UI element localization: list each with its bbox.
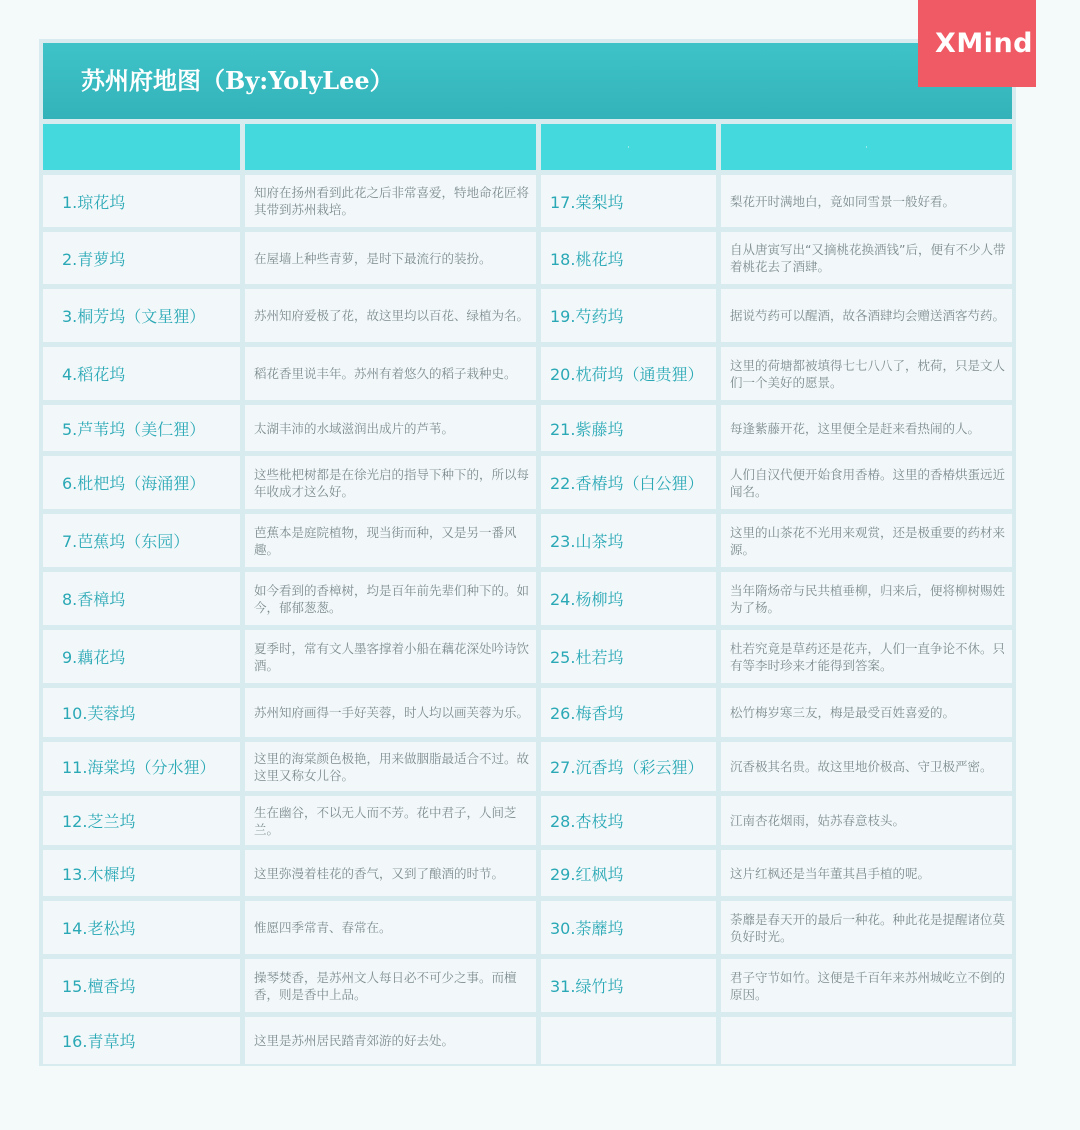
- place-description: 惟愿四季常青、春常在。: [254, 920, 392, 935]
- table-cell: [43, 175, 240, 227]
- table-cell: [245, 289, 536, 342]
- table-cell: [245, 456, 536, 509]
- place-name: 29.红枫坞: [550, 864, 624, 884]
- place-name: 17.棠梨坞: [550, 192, 624, 212]
- place-name: 4.稻花坞: [62, 365, 126, 384]
- place-name: 14.老松坞: [62, 919, 136, 938]
- place-name: 28.杏枝坞: [550, 812, 624, 831]
- place-description: 这里弥漫着桂花的香气，又到了酿酒的时节。: [254, 865, 505, 881]
- table-row: [43, 796, 1012, 845]
- place-name: 13.木樨坞: [62, 864, 136, 884]
- table-cell: [43, 572, 240, 625]
- place-name: 16.青草坞: [62, 1032, 136, 1051]
- table-cell: [721, 1017, 1012, 1064]
- table-body: [43, 124, 1012, 1069]
- place-name: 24.杨柳坞: [550, 590, 624, 609]
- place-name: 10.芙蓉坞: [62, 704, 136, 723]
- place-description: 如今看到的香樟树，均是百年前先辈们种下的。如今，郁郁葱葱。: [254, 582, 530, 615]
- table-cell: [245, 405, 536, 451]
- table-row: [43, 289, 1012, 342]
- table-cell: [721, 959, 1012, 1012]
- map-table: [39, 39, 1016, 1066]
- place-description: 苏州知府爱极了花，故这里均以百花、绿植为名。: [254, 308, 530, 323]
- table-cell: [245, 514, 536, 567]
- table-cell: [245, 232, 536, 284]
- table-cell: [43, 232, 240, 284]
- table-cell: [721, 796, 1012, 845]
- table-cell: [245, 796, 536, 845]
- table-cell: [245, 742, 536, 791]
- place-description: 荼蘼是春天开的最后一种花。种此花是提醒诸位莫负好时光。: [730, 911, 1006, 944]
- table-cell: [721, 630, 1012, 683]
- table-cell: [43, 688, 240, 737]
- table-row: [43, 175, 1012, 227]
- table-cell: [721, 405, 1012, 451]
- place-name: 22.香椿坞（白公狸）: [550, 474, 704, 493]
- table-cell: [43, 347, 240, 400]
- table-cell: [245, 175, 536, 227]
- table-cell: [721, 514, 1012, 567]
- place-description: 自从唐寅写出“又摘桃花换酒钱”后，便有不少人带着桃花去了酒肆。: [730, 242, 1006, 274]
- place-name: 5.芦苇坞（美仁狸）: [62, 419, 206, 439]
- table-cell: [541, 688, 716, 737]
- header-cell: [43, 124, 240, 170]
- table-cell: [721, 901, 1012, 954]
- place-description: 这里是苏州居民踏青郊游的好去处。: [254, 1033, 455, 1048]
- table-cell: [245, 630, 536, 683]
- table-cell: [721, 175, 1012, 227]
- page-title: 苏州府地图（By:YolyLee）: [81, 66, 394, 95]
- table-row: [43, 514, 1012, 567]
- place-description: 夏季时，常有文人墨客撑着小船在藕花深处吟诗饮酒。: [254, 640, 530, 673]
- place-name: 23.山茶坞: [550, 532, 624, 551]
- table-row: [43, 572, 1012, 625]
- place-name: 20.枕荷坞（通贵狸）: [550, 365, 704, 384]
- table-cell: [245, 688, 536, 737]
- place-description: 这里的荷塘都被填得七七八八了，枕荷，只是文人们一个美好的愿景。: [730, 357, 1006, 390]
- place-description: 据说芍药可以醒酒，故各酒肆均会赠送酒客芍药。: [730, 308, 1006, 323]
- place-description: 君子守节如竹。这便是千百年来苏州城屹立不倒的原因。: [730, 969, 1006, 1002]
- place-name: 6.枇杷坞（海涌狸）: [62, 474, 206, 493]
- place-description: 这些枇杷树都是在徐光启的指导下种下的，所以每年收成才这么好。: [254, 466, 530, 499]
- table-row: [43, 456, 1012, 509]
- table-cell: [43, 630, 240, 683]
- place-description: 人们自汉代便开始食用香椿。这里的香椿烘蛋远近闻名。: [730, 466, 1006, 499]
- place-description: 每逢紫藤开花，这里便全是赶来看热闹的人。: [730, 420, 981, 436]
- table-row: [43, 347, 1012, 400]
- table-cell: [245, 347, 536, 400]
- table-row: [43, 630, 1012, 683]
- place-description: 在屋墙上种些青萝，是时下最流行的装扮。: [254, 250, 492, 266]
- table-cell: [721, 572, 1012, 625]
- place-name: 12.芝兰坞: [62, 812, 136, 831]
- place-description: 太湖丰沛的水域滋润出成片的芦苇。: [254, 420, 455, 436]
- place-description: 生在幽谷，不以无人而不芳。花中君子，人间芝兰。: [254, 804, 517, 837]
- table-cell: [541, 572, 716, 625]
- place-name: 9.藕花坞: [62, 648, 126, 667]
- place-name: 1.琼花坞: [62, 192, 126, 212]
- table-cell: [245, 850, 536, 896]
- table-cell: [541, 175, 716, 227]
- table-cell: [245, 901, 536, 954]
- table-cell: [721, 232, 1012, 284]
- place-name: 11.海棠坞（分水狸）: [62, 758, 216, 777]
- table-cell: [541, 850, 716, 896]
- table-cell: [541, 289, 716, 342]
- table-cell: [721, 347, 1012, 400]
- table-cell: [541, 742, 716, 791]
- table-cell: [541, 1017, 716, 1064]
- place-name: 15.檀香坞: [62, 977, 136, 996]
- table-cell: [43, 405, 240, 451]
- place-description: 芭蕉本是庭院植物，现当街而种，又是另一番风趣。: [254, 524, 517, 557]
- table-row: [43, 742, 1012, 791]
- table-cell: [43, 850, 240, 896]
- table-row: [43, 232, 1012, 284]
- table-cell: [43, 1017, 240, 1064]
- place-name: 7.芭蕉坞（东园）: [62, 532, 190, 551]
- table-cell: [541, 232, 716, 284]
- place-name: 26.梅香坞: [550, 704, 624, 723]
- table-header-row: [43, 124, 1012, 170]
- table-cell: [541, 959, 716, 1012]
- table-cell: [245, 572, 536, 625]
- place-name: 25.杜若坞: [550, 648, 624, 667]
- table-cell: [541, 456, 716, 509]
- place-description: 知府在扬州看到此花之后非常喜爱，特地命花匠将其带到苏州栽培。: [254, 185, 530, 217]
- place-name: 30.荼蘼坞: [550, 919, 624, 938]
- place-name: 31.绿竹坞: [550, 977, 624, 996]
- place-description: 苏州知府画得一手好芙蓉，时人均以画芙蓉为乐。: [254, 705, 530, 720]
- table-row: [43, 901, 1012, 954]
- place-description: 操琴焚香，是苏州文人每日必不可少之事。而檀香，则是香中上品。: [254, 969, 517, 1002]
- xmind-logo: XMind: [918, 0, 1036, 87]
- table-cell: [541, 630, 716, 683]
- table-row: [43, 850, 1012, 896]
- table-cell: [541, 405, 716, 451]
- table-row: [43, 405, 1012, 451]
- place-description: 这里的海棠颜色极艳，用来做胭脂最适合不过。故这里又称女儿谷。: [254, 750, 530, 783]
- place-name: 2.青萝坞: [62, 249, 126, 269]
- table-cell: [43, 959, 240, 1012]
- table-cell: [541, 514, 716, 567]
- place-description: 梨花开时满地白，竟如同雪景一般好看。: [730, 193, 956, 209]
- header-cell: ·: [721, 124, 1012, 170]
- place-description: 松竹梅岁寒三友，梅是最受百姓喜爱的。: [730, 705, 956, 720]
- table-cell: [721, 289, 1012, 342]
- table-cell: [721, 688, 1012, 737]
- table-cell: [541, 347, 716, 400]
- place-description: 杜若究竟是草药还是花卉，人们一直争论不休。只有等李时珍来才能得到答案。: [730, 640, 1006, 673]
- table-row: [43, 688, 1012, 737]
- place-description: 稻花香里说丰年。苏州有着悠久的稻子栽种史。: [254, 366, 517, 381]
- table-cell: [721, 850, 1012, 896]
- table-cell: [43, 796, 240, 845]
- table-cell: [245, 959, 536, 1012]
- header-cell: [245, 124, 536, 170]
- place-description: 这里的山茶花不光用来观赏，还是极重要的药材来源。: [730, 524, 1006, 557]
- table-cell: [43, 901, 240, 954]
- place-name: 27.沉香坞（彩云狸）: [550, 758, 704, 777]
- table-cell: [721, 456, 1012, 509]
- table-cell: [43, 456, 240, 509]
- place-description: 这片红枫还是当年董其昌手植的呢。: [730, 865, 931, 881]
- place-description: 江南杏花烟雨，姑苏春意枝头。: [730, 813, 906, 828]
- place-name: 19.芍药坞: [550, 307, 624, 326]
- header-cell: ·: [541, 124, 716, 170]
- table-cell: [541, 901, 716, 954]
- table-cell: [43, 742, 240, 791]
- table-cell: [541, 796, 716, 845]
- place-name: 21.紫藤坞: [550, 419, 624, 439]
- place-description: 当年隋炀帝与民共植垂柳，归来后，便将柳树赐姓为了杨。: [730, 582, 1006, 615]
- table-cell: [43, 514, 240, 567]
- place-name: 3.桐芳坞（文星狸）: [62, 307, 206, 326]
- title-bar: [43, 43, 1012, 119]
- table-cell: [245, 1017, 536, 1064]
- place-description: 沉香极其名贵。故这里地价极高、守卫极严密。: [730, 759, 993, 774]
- table-cell: [721, 742, 1012, 791]
- table-row: [43, 1017, 1012, 1064]
- place-name: 8.香樟坞: [62, 590, 126, 609]
- table-row: [43, 959, 1012, 1012]
- table-cell: [43, 289, 240, 342]
- place-name: 18.桃花坞: [550, 249, 624, 269]
